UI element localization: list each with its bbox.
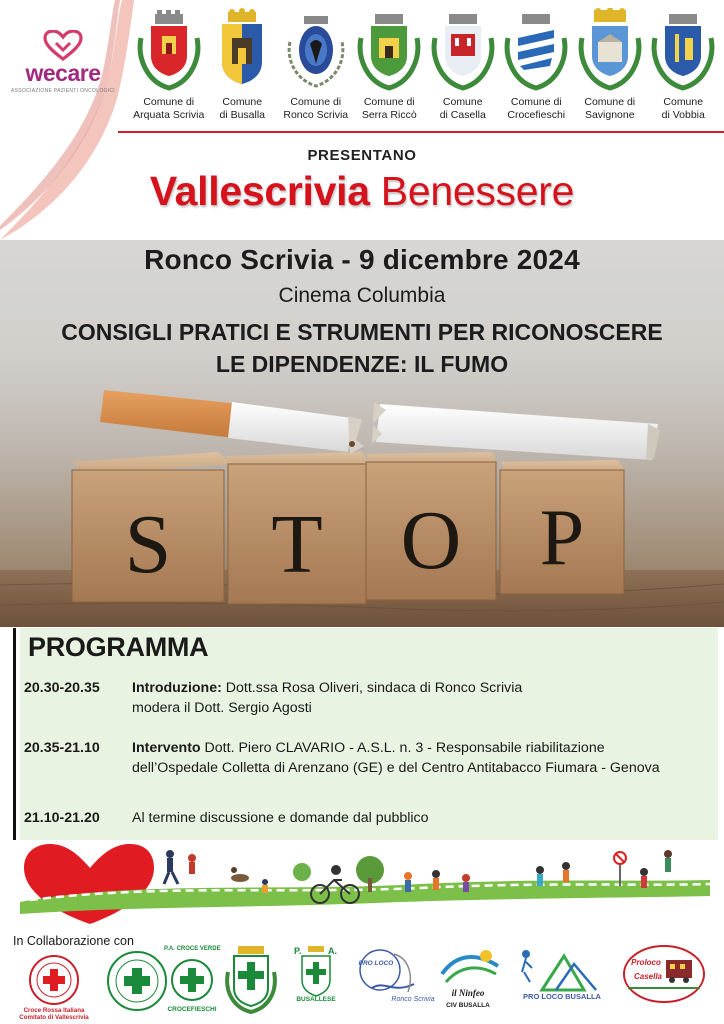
comune-name: Comune di Crocefieschi — [507, 96, 566, 121]
partners-row — [14, 944, 720, 1020]
comune-busalla — [206, 8, 280, 130]
pro-loco-busalla-logo-icon — [512, 944, 612, 996]
crest-crocefieschi-icon — [502, 8, 570, 92]
program-description: Introduzione: Dott.ssa Rosa Oliveri, sindaca di Ronco Scrivia modera il Dott. Sergio Agosti — [132, 680, 523, 716]
program-time: 21.10-21.20 — [24, 810, 100, 826]
pa-busallese-logo-icon — [292, 944, 340, 1004]
event-series-title: Vallescrivia Benessere — [149, 168, 575, 214]
program-description: Intervento Dott. Piero CLAVARIO - A.S.L. n. 3 - Responsabile riabilitazione dell’Ospedale Colletta di Arenzano (GE) e del Centro Antitabacco Fiumara - Genova — [132, 740, 660, 776]
crest-arquata-icon — [135, 8, 203, 92]
program-heading: PROGRAMMA — [28, 632, 209, 662]
comune-name: Comune di Vobbia — [661, 96, 705, 121]
program-item — [24, 808, 429, 828]
partner-caption: Ronco Scrivia — [391, 996, 435, 1003]
croce-verde-casella-logo-icon — [220, 944, 282, 1014]
comune-name: Comune di Arquata Scrivia — [133, 96, 205, 121]
block-letter-t: T — [271, 498, 323, 591]
program-time: 20.35-21.10 — [24, 740, 100, 756]
partner-caption: il Ninfeo — [451, 988, 485, 998]
comune-casella — [426, 8, 500, 130]
partner-caption: Casella — [633, 972, 663, 981]
ninfeo-logo-icon — [436, 944, 506, 988]
comune-name: Comune di Savignone — [584, 96, 636, 121]
svg-text:P.: P. — [294, 946, 302, 956]
croce-verde-busallese-logo-icon — [106, 950, 168, 1012]
comune-crocefieschi — [500, 8, 574, 130]
comune-name: Comune di Busalla — [219, 96, 266, 121]
partner-caption: Croce Rossa Italiana Comitato di Vallescrivia — [19, 1007, 89, 1021]
program-accent-bar — [13, 628, 16, 840]
healthy-lifestyle-illustration — [20, 840, 710, 930]
partner-caption: Proloco — [631, 958, 661, 967]
block-letter-s: S — [124, 498, 172, 591]
header — [0, 0, 724, 240]
crest-busalla-icon — [208, 8, 276, 92]
svg-text:A.: A. — [328, 946, 337, 956]
partner-caption: P.A. CROCE VERDE — [164, 946, 221, 952]
partner-caption: CROCEFIESCHI — [167, 1006, 217, 1013]
comune-name: Comune di Serra Riccò — [361, 96, 417, 121]
heart-logo-icon — [43, 30, 83, 62]
comune-savignone — [573, 8, 647, 130]
partner-caption: PRO LOCO — [358, 960, 394, 967]
pro-loco-ronco-logo-icon — [354, 944, 432, 1016]
municipalities-row — [132, 8, 722, 130]
comune-name: Comune di Ronco Scrivia — [283, 96, 349, 121]
collaboration-label: In Collaborazione con — [13, 934, 134, 948]
stop-blocks-illustration — [0, 380, 724, 627]
partner-caption: BUSALLESE — [296, 996, 336, 1003]
partner-caption: PRO LOCO BUSALLA — [523, 992, 601, 1001]
crest-savignone-icon — [576, 8, 644, 92]
crest-ronco-icon — [282, 8, 350, 92]
program-item — [24, 678, 523, 716]
program-description: Al termine discussione e domande dal pubblico — [132, 810, 429, 826]
event-venue: Cinema Columbia — [278, 284, 446, 307]
presentano-label: PRESENTANO — [307, 147, 417, 164]
croce-rossa-logo-icon — [28, 954, 80, 1006]
wecare-logo — [6, 30, 120, 94]
cigarette-left-icon — [100, 390, 364, 454]
partner-caption: CIV BUSALLA — [446, 1002, 490, 1009]
program-time: 20.30-20.35 — [24, 680, 100, 696]
program-item — [24, 738, 660, 776]
comune-ronco-scrivia — [279, 8, 353, 130]
comune-name: Comune di Casella — [439, 96, 486, 121]
crest-casella-icon — [429, 8, 497, 92]
comune-vobbia — [647, 8, 721, 130]
event-date: Ronco Scrivia - 9 dicembre 2024 — [144, 244, 580, 275]
wecare-subtitle: ASSOCIAZIONE PAZIENTI ONCOLOGICI — [11, 88, 115, 94]
block-letter-o: O — [400, 494, 462, 587]
wecare-wordmark: wecare — [25, 60, 101, 86]
croce-verde-crocefieschi-logo-icon — [170, 958, 214, 1002]
crest-serra-ricco-icon — [355, 8, 423, 92]
crest-vobbia-icon — [649, 8, 717, 92]
comune-serra-ricco — [353, 8, 427, 130]
cigarette-right-icon — [372, 402, 660, 460]
header-divider — [118, 131, 724, 133]
comune-arquata-scrivia — [132, 8, 206, 130]
block-letter-p: P — [539, 494, 585, 582]
event-topic: CONSIGLI PRATICI E STRUMENTI PER RICONOSCERE LE DIPENDENZE: IL FUMO — [61, 319, 663, 377]
